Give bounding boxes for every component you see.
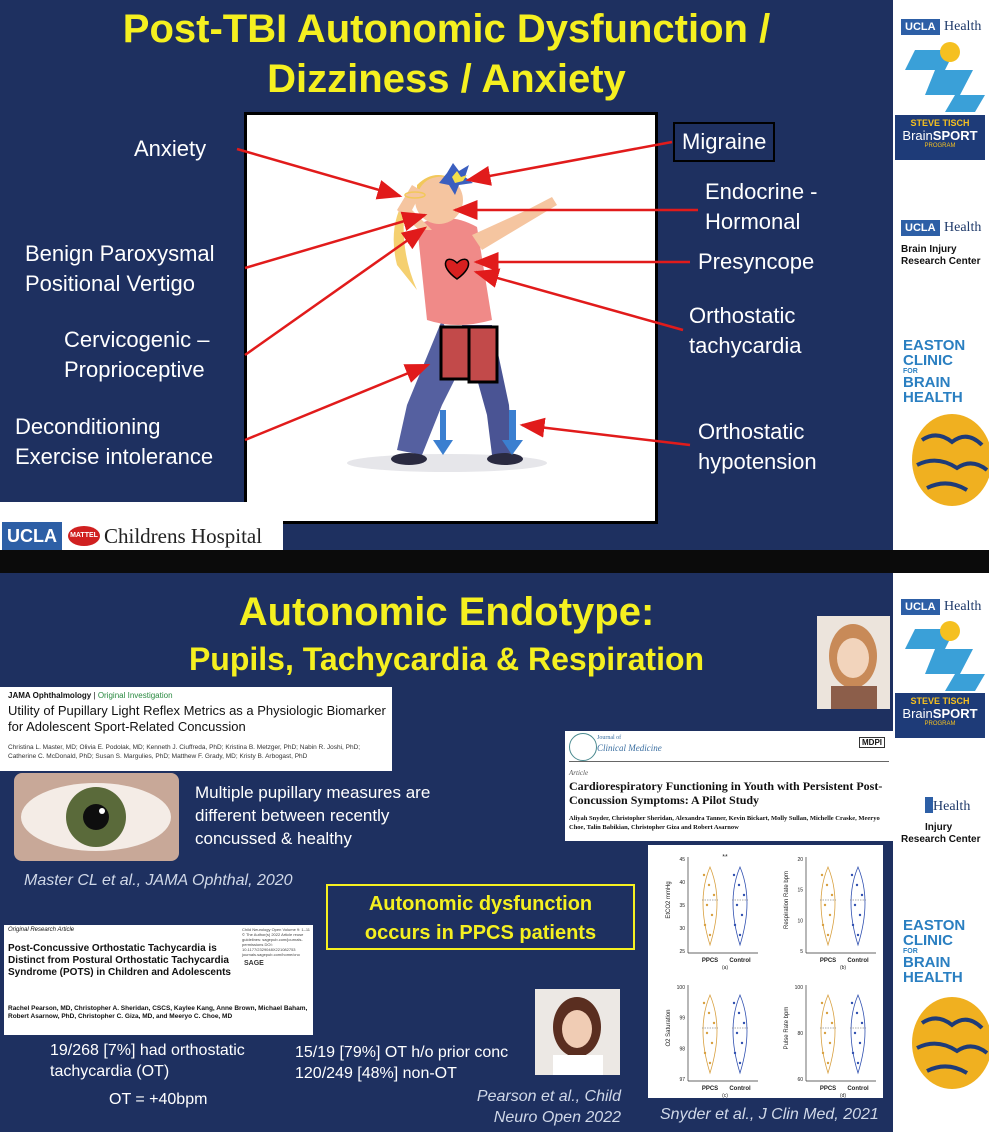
violin-point xyxy=(743,1022,745,1024)
slide-2 xyxy=(0,573,893,1132)
label-orthostatic-hypotension-line1: Orthostatic xyxy=(698,419,805,444)
violin-point xyxy=(856,884,858,886)
violin-shape xyxy=(821,995,835,1073)
label-orthostatic-hypotension-line2: hypotension xyxy=(698,449,817,474)
panel-tick-label: 5 xyxy=(800,949,803,955)
panel-tick-label: 98 xyxy=(679,1046,685,1053)
violin-point xyxy=(706,1032,708,1034)
label-deconditioning-line2: Exercise intolerance xyxy=(15,444,214,469)
right-logo-column-2 xyxy=(893,573,989,1132)
violin-point xyxy=(851,1002,853,1004)
panel-tick-label: 15 xyxy=(797,887,803,894)
label-anxiety: Anxiety xyxy=(134,136,207,161)
mattel-logo: MATTEL xyxy=(68,526,100,546)
violin-point xyxy=(703,874,705,876)
panel-group-label: Control xyxy=(729,1086,751,1092)
violin-point xyxy=(824,904,826,906)
easton-clinic-logo: EASTON CLINIC FOR BRAIN HEALTH xyxy=(903,337,966,406)
label-orthostatic-tachycardia-line1: Orthostatic xyxy=(689,303,796,328)
slide-2-title: Autonomic Endotype: xyxy=(238,590,655,634)
brain-icon xyxy=(907,410,989,515)
panel-tick-label: 100 xyxy=(676,985,685,991)
slide-separator xyxy=(0,550,989,573)
violin-point xyxy=(709,1062,711,1064)
slide-1-title-line2: Dizziness / Anxiety xyxy=(267,57,626,101)
violin-point xyxy=(743,894,745,896)
violin-point xyxy=(711,914,713,916)
panel-group-label: PPCS xyxy=(701,958,719,964)
violin-point xyxy=(709,934,711,936)
panel-group-label: PPCS xyxy=(701,1086,719,1092)
author-photo-2 xyxy=(535,989,620,1075)
violin-point xyxy=(738,1012,740,1014)
violin-point xyxy=(859,914,861,916)
ucla-health-logo-3: UCLA Health xyxy=(901,597,981,615)
violin-point xyxy=(852,1052,854,1054)
violin-shape xyxy=(851,867,865,945)
right-logo-column-1 xyxy=(893,0,989,550)
panel-group-label: PPCS xyxy=(819,1086,837,1092)
easton-clinic-logo-2: EASTON CLINIC FOR BRAIN HEALTH xyxy=(903,917,966,986)
panel-group-label: PPCS xyxy=(819,958,837,964)
violin-shape xyxy=(703,867,717,945)
violin-point xyxy=(861,894,863,896)
violin-panel xyxy=(784,985,876,1098)
violin-point xyxy=(861,1022,863,1024)
hospital-name: Childrens Hospital xyxy=(104,524,263,548)
violin-panel xyxy=(666,985,758,1098)
violin-point xyxy=(734,1052,736,1054)
autonomic-dysfunction-highlight: Autonomic dysfunction occurs in PPCS patients xyxy=(326,884,635,950)
panel-sublabel: (b) xyxy=(839,965,847,971)
pupil-findings-text: Multiple pupillary measures are different between recently concussed & healthy xyxy=(195,783,431,848)
panel-tick-label: 35 xyxy=(679,903,685,909)
violin-point xyxy=(739,934,741,936)
panel-group-label: Control xyxy=(847,958,869,964)
author-photo-1 xyxy=(817,616,890,709)
violin-point xyxy=(827,1062,829,1064)
panel-tick-label: 80 xyxy=(797,1031,803,1037)
panel-ylabel: Respiration Rate bpm xyxy=(784,870,790,930)
ucla-health-logo-2: UCLA Health xyxy=(901,218,981,236)
violin-point xyxy=(831,894,833,896)
panel-tick-label: 20 xyxy=(797,857,803,863)
violin-point xyxy=(854,904,856,906)
violin-point xyxy=(829,914,831,916)
violin-shape xyxy=(733,995,747,1073)
violin-shape xyxy=(851,995,865,1073)
violin-point xyxy=(741,914,743,916)
cno-title: Post-Concussive Orthostatic Tachycardia is Distinct from Postural Orthostatic Tachycardia Syndrome (POTS) in Children and Adolescents xyxy=(8,943,231,978)
violin-plots-figure xyxy=(648,845,883,1098)
panel-ylabel: Pulse Rate bpm xyxy=(784,1006,790,1050)
violin-point xyxy=(826,884,828,886)
violin-point xyxy=(741,1042,743,1044)
panel-group-label: Control xyxy=(847,1086,869,1092)
violin-point xyxy=(736,904,738,906)
panel-tick-label: 100 xyxy=(794,985,803,991)
violin-point xyxy=(708,884,710,886)
eye-pupil-photo xyxy=(14,773,179,861)
violin-panel xyxy=(784,857,876,971)
violin-point xyxy=(854,1032,856,1034)
violin-point xyxy=(829,1042,831,1044)
jama-paper-snippet: JAMA Ophthalmology | Original Investigation Utility of Pupillary Light Reflex Metrics as a Physiologic Biomarker for Adolescent Sport-Related Concussion Christina L. Master, MD; Olivia E. Podolak, MD; Kenneth J. Ciuffreda, PhD; Kristina B. Metzger, PhD; Nabin R. Joshi, PhD; Catherine C. McDonald, PhD; Susan S. Margulies, PhD; Matthew F. Grady, MD; Kristy B. Arbogast, PhD xyxy=(0,687,392,771)
panel-ylabel: O2 Saturation xyxy=(666,1009,672,1047)
label-migraine: Migraine xyxy=(673,122,775,162)
panel-tick-label: 97 xyxy=(679,1077,685,1083)
violin-point xyxy=(734,924,736,926)
violin-point xyxy=(851,874,853,876)
violin-point xyxy=(736,1032,738,1034)
violin-point xyxy=(704,1052,706,1054)
brain-icon-2 xyxy=(907,993,989,1098)
violin-point xyxy=(857,934,859,936)
label-orthostatic-tachycardia xyxy=(689,301,802,361)
ucla-logo: UCLA xyxy=(2,522,62,550)
label-bppv xyxy=(25,239,215,299)
label-cervicogenic-line2: Proprioceptive xyxy=(64,357,205,382)
panel-tick-label: 25 xyxy=(679,949,685,955)
panel-group-label: Control xyxy=(729,958,751,964)
citation-snyder: Snyder et al., J Clin Med, 2021 xyxy=(660,1106,879,1123)
brainsport-banner: STEVE TISCH BrainSPORT PROGRAM xyxy=(895,115,985,160)
ot-stat-1: 19/268 [7%] had orthostatic tachycardia (OT) xyxy=(50,1042,245,1080)
violin-point xyxy=(831,1022,833,1024)
violin-point xyxy=(738,884,740,886)
brainsport-banner-2: STEVE TISCH BrainSPORT PROGRAM xyxy=(895,693,985,738)
violin-point xyxy=(703,1002,705,1004)
violin-point xyxy=(711,1042,713,1044)
violin-point xyxy=(852,924,854,926)
panel-tick-label: 99 xyxy=(679,1015,685,1022)
citation-master: Master CL et al., JAMA Ophthal, 2020 xyxy=(24,872,293,889)
slide-1-title-line1: Post-TBI Autonomic Dysfunction / xyxy=(122,7,771,51)
panel-tick-label: 30 xyxy=(679,926,685,932)
cno-paper-snippet: Original Research Article Child Neurology Open Volume 9: 1–11 © The Author(s) 2022 Article reuse guidelines: sagepub.com/journals-permissions DOI: 10.1177/2329048X221082753 journals.sagepub.com/home/cno SAGE Post-Concussive Orthostatic Tachycardia is Distinct from Postural Orthostatic Tachycardia Syndrome (POTS) in Children and Adolescents Rachel Pearson, MD, Christopher A. Sheridan, CSCS, Kaylee Kang, Anne Brown, Michael Baham, Robert Asarnow, PhD, Christopher C. Giza, MD, and Meeryo C. Choe, MD xyxy=(4,925,313,1035)
violin-point xyxy=(713,1022,715,1024)
violin-shape xyxy=(821,867,835,945)
panel-ylabel: EtCO2 mmHg xyxy=(666,881,672,919)
violin-point xyxy=(822,1052,824,1054)
violin-point xyxy=(708,1012,710,1014)
violin-point xyxy=(821,874,823,876)
violin-point xyxy=(733,874,735,876)
label-deconditioning-line1: Deconditioning xyxy=(15,414,161,439)
violin-point xyxy=(856,1012,858,1014)
brain-injury-research-center: Brain Injury Research Center xyxy=(901,244,981,267)
ot-stat-2: OT = +40bpm xyxy=(109,1091,208,1108)
label-endocrine xyxy=(705,177,818,237)
ot-stat-3: 15/19 [79%] OT h/o prior conc 120/249 [48%] non-OT xyxy=(295,1044,509,1082)
label-endocrine-line2: Hormonal xyxy=(705,209,801,234)
panel-tick-label: 45 xyxy=(679,857,685,863)
brainsport-runner-icon-2 xyxy=(895,619,985,691)
panel-sublabel: (d) xyxy=(839,1093,847,1098)
jama-title: Utility of Pupillary Light Reflex Metrics as a Physiologic Biomarker for Adolescent Sport-Related Concussion xyxy=(8,703,386,734)
brain-injury-research-center-2: Injury Research Center xyxy=(901,822,981,845)
panel-tick-label: 10 xyxy=(797,918,803,925)
ucla-health-logo-4: Health xyxy=(933,799,971,814)
slide-1 xyxy=(0,0,893,550)
violin-point xyxy=(706,904,708,906)
violin-point xyxy=(822,924,824,926)
violin-plots-svg xyxy=(648,845,883,1098)
label-bppv-line1: Benign Paroxysmal xyxy=(25,241,215,266)
label-deconditioning xyxy=(15,412,213,472)
violin-panel xyxy=(666,854,758,971)
ucla-health-logo: UCLA Health xyxy=(901,17,981,35)
label-presyncope: Presyncope xyxy=(698,249,815,274)
label-endocrine-line1: Endocrine - xyxy=(705,179,818,204)
cno-authors: Rachel Pearson, MD, Christopher A. Sheridan, CSCS, Kaylee Kang, Anne Brown, Michael Baham, Robert Asarnow, PhD, Christopher C. Giza, MD, and Meeryo C. Choe, MD xyxy=(8,1005,308,1020)
brainsport-runner-icon xyxy=(895,40,985,112)
panel-tick-label: 40 xyxy=(679,880,685,886)
jama-authors: Christina L. Master, MD; Olivia E. Podolak, MD; Kenneth J. Ciuffreda, PhD; Kristina B. Metzger, PhD; Nabin R. Joshi, PhD; Catherine C. McDonald, PhD; Susan S. Margulies, PhD; Matthew F. Grady, MD; Kristy B. Arbogast, PhD xyxy=(8,744,361,760)
childrens-hospital-logo xyxy=(0,502,283,550)
label-cervicogenic xyxy=(64,325,210,385)
panel-tick-label: 60 xyxy=(797,1077,803,1083)
violin-point xyxy=(733,1002,735,1004)
panel-significance: ** xyxy=(722,854,728,861)
violin-point xyxy=(824,1032,826,1034)
citation-pearson: Pearson et al., Child Neuro Open 2022 xyxy=(476,1088,621,1126)
violin-point xyxy=(821,1002,823,1004)
slide-2-subtitle: Pupils, Tachycardia & Respiration xyxy=(188,641,705,677)
panel-sublabel: (a) xyxy=(721,965,729,971)
jcm-authors: Aliyah Snyder, Christopher Sheridan, Alexandra Tanner, Kevin Bickart, Molly Sullan, Michelle Craske, Meeryo Choe, Talin Babikian, Christopher Giza and Robert Asarnow xyxy=(569,815,880,831)
violin-point xyxy=(713,894,715,896)
violin-point xyxy=(826,1012,828,1014)
label-orthostatic-hypotension xyxy=(698,417,817,477)
label-orthostatic-tachycardia-line2: tachycardia xyxy=(689,333,802,358)
jcm-title: Cardiorespiratory Functioning in Youth with Persistent Post-Concussion Symptoms: A Pilot Study xyxy=(569,779,883,807)
jcm-paper-snippet: Journal of Clinical Medicine MDPI Article Cardiorespiratory Functioning in Youth with Persistent Post-Concussion Symptoms: A Pilot Study Aliyah Snyder, Christopher Sheridan, Alexandra Tanner, Kevin Bickart, Molly Sullan, Michelle Craske, Meeryo Choe, Talin Babikian, Christopher Giza and Robert Asarnow xyxy=(565,731,893,841)
violin-shape xyxy=(733,867,747,945)
label-bppv-line2: Positional Vertigo xyxy=(25,271,195,296)
violin-point xyxy=(827,934,829,936)
violin-point xyxy=(857,1062,859,1064)
panel-sublabel: (c) xyxy=(722,1093,728,1098)
violin-point xyxy=(739,1062,741,1064)
violin-point xyxy=(704,924,706,926)
stethoscope-icon xyxy=(569,733,597,761)
violin-point xyxy=(859,1042,861,1044)
label-cervicogenic-line1: Cervicogenic – xyxy=(64,327,210,352)
violin-shape xyxy=(703,995,717,1073)
